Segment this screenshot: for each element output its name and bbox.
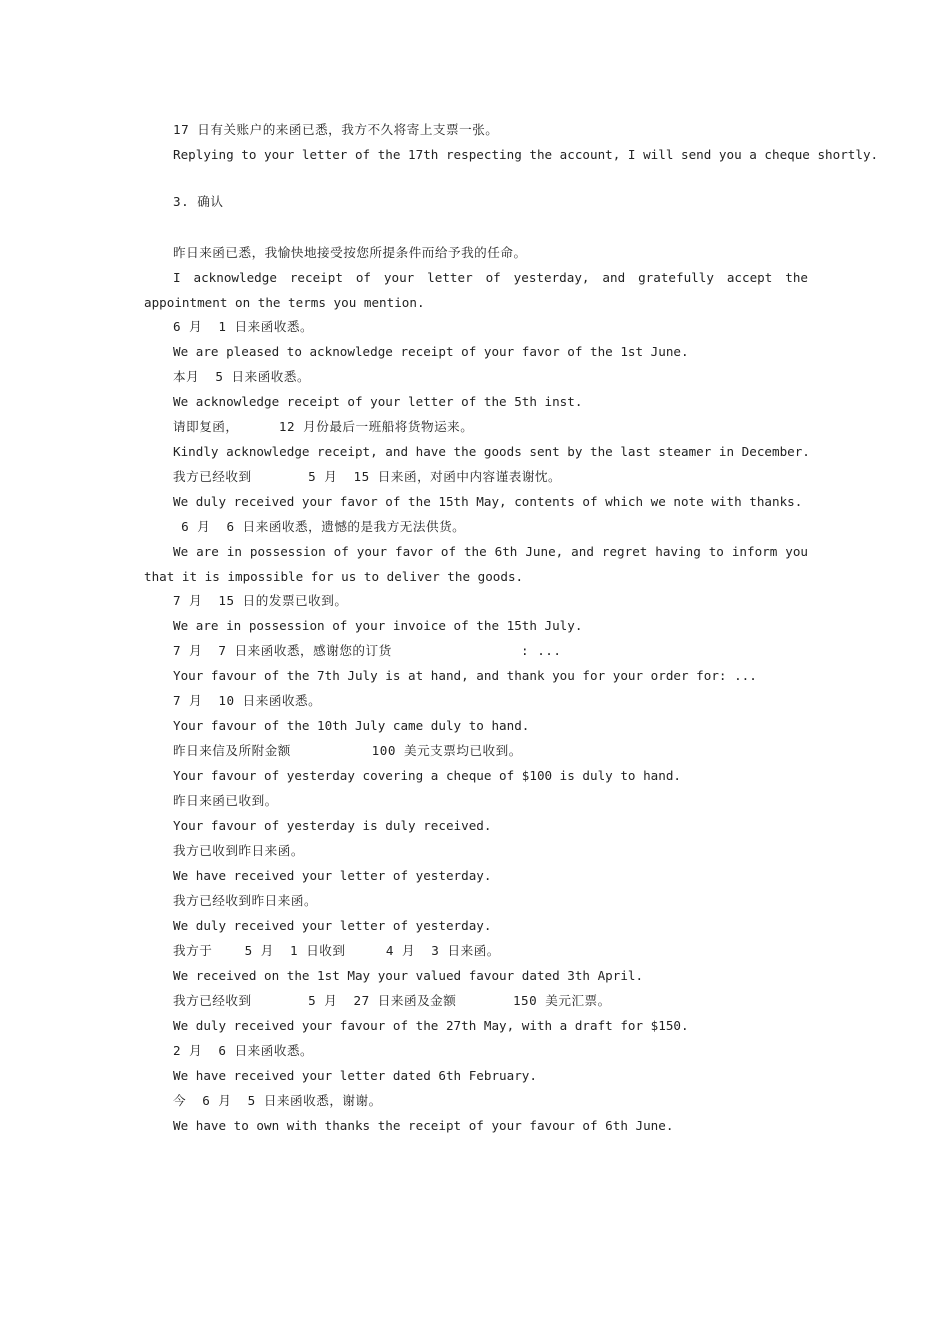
text-line: We have to own with thanks the receipt of your favour of 6th June. [173, 1118, 674, 1133]
text-paragraph: We are in possession of your favor of the 6th June, and regret having to inform you that it is impossible for us to deliver the goods. [144, 544, 808, 584]
text-line: We duly received your favor of the 15th May, contents of which we note with thanks. [173, 494, 803, 509]
text-line: 6 月 6 日来函收悉，遗憾的是我方无法供货。 [173, 519, 466, 534]
text-line: 昨日来函已收到。 [173, 793, 278, 808]
text-line: We duly received your favour of the 27th May, with a draft for $150. [173, 1018, 689, 1033]
text-line: 7 月 15 日的发票已收到。 [173, 593, 348, 608]
text-line: We have received your letter of yesterday. [173, 868, 492, 883]
text-line: Your favour of yesterday covering a cheque of $100 is duly to hand. [173, 768, 681, 783]
text-line: We received on the 1st May your valued favour dated 3th April. [173, 968, 644, 983]
text-line: 我方已经收到 5 月 15 日来函，对函中内容谨表谢忱。 [173, 469, 562, 484]
text-line: 2 月 6 日来函收悉。 [173, 1043, 314, 1058]
text-line: 7 月 7 日来函收悉，感谢您的订货 : ... [173, 643, 562, 658]
text-line: 17 日有关账户的来函已悉，我方不久将寄上支票一张。 [173, 122, 499, 137]
text-line: We duly received your letter of yesterday. [173, 918, 492, 933]
text-line: 6 月 1 日来函收悉。 [173, 319, 314, 334]
text-line: 我方已经收到 5 月 27 日来函及金额 150 美元汇票。 [173, 993, 611, 1008]
text-line: We are in possession of your invoice of the 15th July. [173, 618, 583, 633]
text-line: 我方已收到昨日来函。 [173, 843, 304, 858]
text-line: Replying to your letter of the 17th respecting the account, I will send you a cheque shortly. [173, 147, 879, 162]
section-heading: 3. 确认 [173, 194, 224, 209]
text-line: We acknowledge receipt of your letter of the 5th inst. [173, 394, 583, 409]
text-line: Your favour of yesterday is duly received. [173, 818, 492, 833]
text-paragraph: I acknowledge receipt of your letter of yesterday, and gratefully accept the appointment on the terms you mention. [144, 270, 808, 310]
text-line: 请即复函， 12 月份最后一班船将货物运来。 [173, 419, 474, 434]
text-line: 本月 5 日来函收悉。 [173, 369, 311, 384]
text-line: Your favour of the 10th July came duly to hand. [173, 718, 530, 733]
text-line: 7 月 10 日来函收悉。 [173, 693, 322, 708]
text-line: Your favour of the 7th July is at hand, and thank you for your order for: ... [173, 668, 757, 683]
text-line: 我方于 5 月 1 日收到 4 月 3 日来函。 [173, 943, 500, 958]
text-line: 今 6 月 5 日来函收悉，谢谢。 [173, 1093, 382, 1108]
text-line: We have received your letter dated 6th February. [173, 1068, 537, 1083]
text-line: We are pleased to acknowledge receipt of your favor of the 1st June. [173, 344, 689, 359]
text-line: 昨日来信及所附金额 100 美元支票均已收到。 [173, 743, 522, 758]
text-line: 我方已经收到昨日来函。 [173, 893, 318, 908]
text-line: 昨日来函已悉，我愉快地接受按您所提条件而给予我的任命。 [173, 245, 527, 260]
text-line: Kindly acknowledge receipt, and have the goods sent by the last steamer in December. [173, 444, 810, 459]
